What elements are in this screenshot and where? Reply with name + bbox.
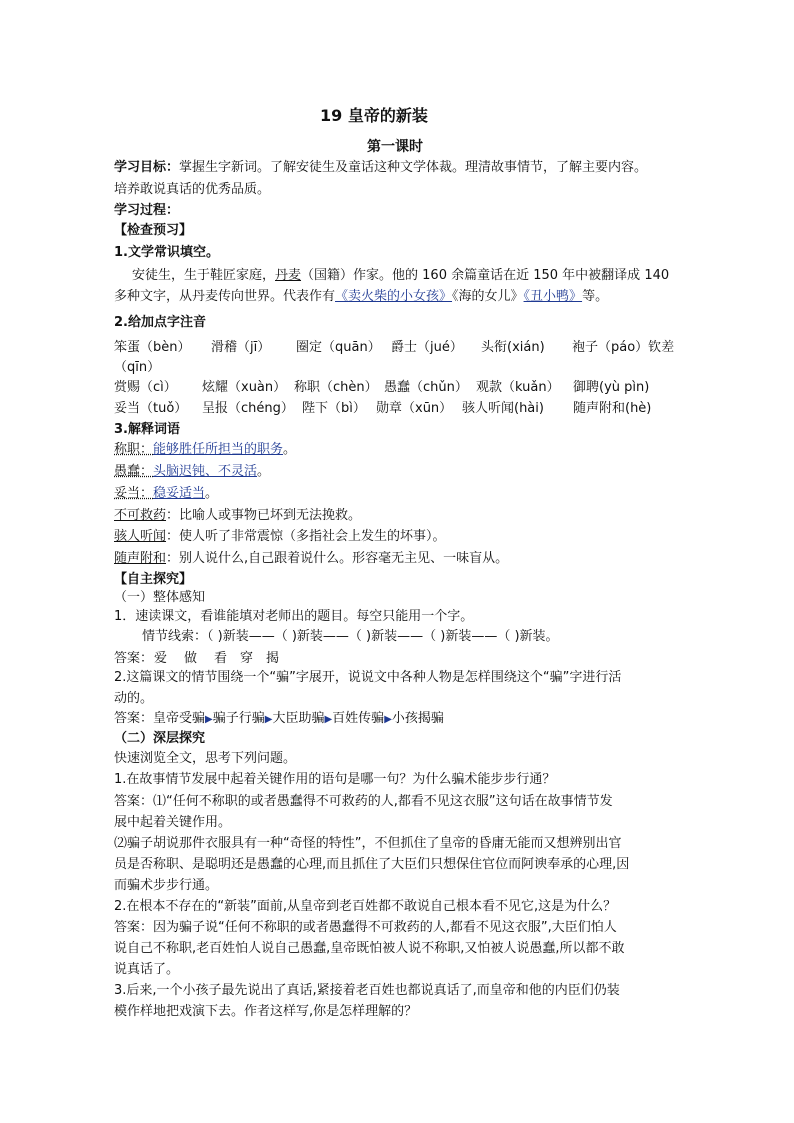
answer-char: 穿 [240, 651, 254, 666]
def-term: 不可救药 [114, 508, 167, 523]
answer-char: 做 [184, 651, 198, 666]
goal-text-cont: 培养敢说真话的优秀品质。 [114, 182, 271, 197]
text-run: 。 [283, 442, 297, 457]
deep-question-1: 1.在故事情节发展中起着关键作用的语句是哪一句？为什么骗术能步步行通？ [114, 772, 556, 787]
pinyin-item: 陛下（bì） [302, 401, 366, 416]
section2-heading: 2.给加点字注音 [114, 315, 206, 330]
question-2-line1: 2.这篇课文的情节围绕一个“骗”字展开，说说文中各种人物是怎样围绕这个“骗”字进行活 [114, 670, 622, 685]
explore-header: 【自主探究】 [114, 572, 193, 587]
chain-step: 小孩揭骗 [391, 711, 444, 726]
process-label: 学习过程： [114, 203, 180, 218]
text-run: 多种文字，从丹麦传向世界。代表作有 [114, 289, 336, 304]
arrow-right-icon: ▶ [264, 714, 273, 725]
def-text: ：比喻人或事物已坏到无法挽救。 [166, 508, 362, 523]
doc-title: 19 皇帝的新装 [320, 106, 428, 125]
deep-answer-2-line2: 说自己不称职,老百姓怕人说自己愚蠢,皇帝既怕被人说不称职,又怕被人说愚蠢,所以都不敢 [114, 941, 625, 956]
pinyin-row-1-cont: （qīn） [114, 360, 161, 375]
deep-question-3-line2: 模作样地把戏演下去。作者这样写,你是怎样理解的？ [114, 1004, 418, 1019]
section3-heading: 3.解释词语 [114, 422, 180, 437]
part2-intro: 快速浏览全文，思考下列问题。 [114, 751, 297, 766]
definition-row [114, 462, 270, 482]
answer-work-2: 《海的女儿》 [452, 289, 524, 304]
def-text: 头脑迟钝、不灵活 [153, 464, 258, 479]
text-run: 。 [205, 486, 219, 501]
andersen-paragraph-line1 [132, 266, 669, 286]
chain-step: 骗子行骗 [212, 711, 265, 726]
pinyin-item: 滑稽（jī） [211, 340, 271, 355]
answer-work-1: 《卖火柴的小女孩》 [335, 289, 453, 304]
text-run: （国籍）作家。他的 160 余篇童话在近 150 年中被翻译成 140 [301, 268, 670, 283]
goal-label: 学习目标： [114, 160, 180, 175]
pinyin-item: 头衔(xián) [481, 340, 545, 355]
answer-work-3: 《丑小鸭》 [523, 289, 583, 304]
plot-clue: 情节线索：（ )新装——（ )新装——（ )新装——（ )新装——（ )新装。 [142, 629, 559, 644]
text-run: 。 [257, 464, 271, 479]
answer-char: 揭 [266, 651, 280, 666]
deception-chain [114, 709, 444, 730]
arrow-right-icon: ▶ [324, 714, 333, 725]
deep-answer-1-line5: 而骗术步步行通。 [114, 878, 219, 893]
def-term: 愚蠢： [114, 464, 154, 479]
pinyin-item: 赏赐（cì） [114, 380, 177, 395]
lesson-label: 第一课时 [367, 139, 423, 155]
pinyin-item: 呈报（chéng） [202, 401, 294, 416]
pinyin-item: 妥当（tuǒ） [114, 401, 188, 416]
part1-heading: （一）整体感知 [114, 590, 206, 605]
def-term: 骇人听闻 [114, 529, 167, 544]
chain-step: 百姓传骗 [332, 711, 385, 726]
def-text: 能够胜任所担当的职务 [153, 442, 284, 457]
preview-header: 【检查预习】 [114, 223, 193, 238]
deep-answer-1-line4: 员是否称职、是聪明还是愚蠢的心理,而且抓住了大臣们只想保住官位而阿谀奉承的心理,因 [114, 857, 630, 872]
def-text: ：使人听了非常震惊（多指社会上发生的坏事）。 [166, 529, 446, 544]
section1-heading: 1.文学常识填空。 [114, 245, 219, 260]
def-term: 称职： [114, 442, 154, 457]
arrow-right-icon: ▶ [205, 714, 213, 725]
answer-label: 答案： [114, 711, 154, 726]
pinyin-item: 勋章（xūn） [376, 401, 453, 416]
answer-char: 看 [214, 651, 228, 666]
def-term: 随声附和 [114, 551, 167, 566]
pinyin-item: 愚蠢（chǔn） [384, 380, 468, 395]
deep-answer-1-line3: ⑵骗子胡说那件衣服具有一种“奇怪的特性”，不但抓住了皇帝的昏庸无能而又想辨别出官 [114, 836, 622, 851]
deep-answer-1-line1: 答案：⑴“任何不称职的或者愚蠢得不可救药的人,都看不见这衣服”这句话在故事情节发 [114, 794, 613, 809]
andersen-paragraph-line2 [114, 287, 608, 307]
definition-row [114, 440, 296, 460]
pinyin-item: 袍子（páo）钦差 [572, 340, 675, 355]
definition-row [114, 549, 508, 569]
part2-heading: （二）深层探究 [114, 731, 206, 746]
pinyin-item: 随声附和(hè) [573, 401, 652, 416]
goal-text: 掌握生字新词。了解安徒生及童话这种文学体裁。理清故事情节，了解主要内容。 [179, 160, 648, 175]
text-run: 安徒生，生于鞋匠家庭， [132, 268, 276, 283]
deep-question-3-line1: 3.后来,一个小孩子最先说出了真话,紧接着老百姓也都说真话了,而皇帝和他的内臣们仍装 [114, 983, 620, 998]
question-2-line2: 动的。 [114, 691, 154, 706]
pinyin-item: 骇人听闻(hài) [462, 401, 544, 416]
def-term: 妥当： [114, 486, 154, 501]
deep-answer-2-line1: 答案：因为骗子说“任何不称职的或者愚蠢得不可救药的人,都看不见这衣服”,大臣们怕人 [114, 920, 617, 935]
pinyin-item: 圈定（quān） [296, 340, 381, 355]
pinyin-item: 笨蛋（bèn） [114, 340, 191, 355]
learning-goal [114, 158, 647, 178]
pinyin-item: 爵士（jué） [391, 340, 463, 355]
arrow-right-icon: ▶ [384, 714, 392, 725]
pinyin-item: 称职（chèn） [294, 380, 378, 395]
chain-step: 皇帝受骗 [153, 711, 206, 726]
pinyin-item: 御聘(yù pìn) [573, 380, 650, 395]
question-1: 1．速读课文，看谁能填对老师出的题目。每空只能用一个字。 [114, 609, 474, 624]
deep-answer-1-line2: 展中起着关键作用。 [114, 815, 232, 830]
deep-question-2: 2.在根本不存在的“新装”面前,从皇帝到老百姓都不敢说自己根本看不见它,这是为什么？ [114, 899, 617, 914]
definition-row [114, 506, 361, 526]
pinyin-item: 炫耀（xuàn） [202, 380, 287, 395]
answer-char: 爱 [154, 651, 168, 666]
answer-label: 答案： [114, 651, 154, 666]
definition-row [114, 527, 446, 547]
chain-step: 大臣助骗 [272, 711, 325, 726]
def-text: ：别人说什么,自己跟着说什么。形容毫无主见、一味盲从。 [166, 551, 509, 566]
definition-row [114, 484, 218, 504]
answer-country: 丹麦 [275, 268, 302, 283]
text-run: 等。 [582, 289, 609, 304]
def-text: 稳妥适当 [153, 486, 206, 501]
deep-answer-2-line3: 说真话了。 [114, 962, 180, 977]
pinyin-item: 观款（kuǎn） [476, 380, 560, 395]
